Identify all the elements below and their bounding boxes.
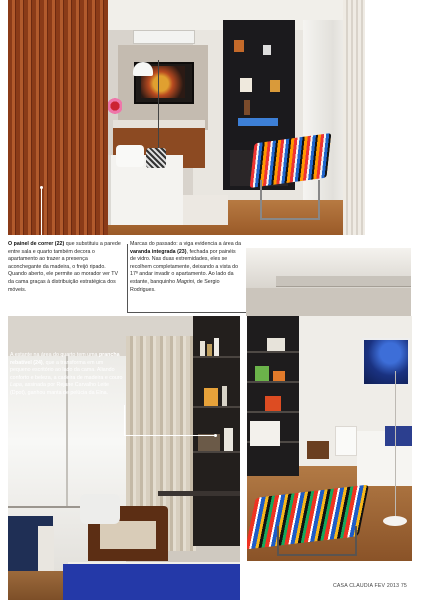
- ceiling-beam: [276, 276, 411, 286]
- photo-veranda-beam: [246, 248, 411, 316]
- leader-line: [8, 188, 42, 236]
- caption-text: , que a transforma em um pequeno escritório ao lado da cama. Aliando conforto e beleza, a cadeira de madeira e couro: [10, 359, 123, 381]
- flower-vase: [108, 95, 122, 117]
- side-table: [335, 426, 357, 456]
- caption-text: A estante na área do quarto tem uma: [10, 352, 99, 358]
- floor-lamp: [383, 516, 407, 526]
- blue-blanket: [63, 564, 240, 600]
- caption-italic: Magrini: [176, 278, 194, 285]
- plush-throw: [80, 494, 120, 524]
- issue-date: FEV 2013: [374, 583, 400, 589]
- caption-text: que substituiu a parede entre sala e quarto também decora o apartamento ao trazer a presença aconchegante da madeira, o freijó ripado. Quando aberto, ele permite ao morador ver TV da cama graças à distribuição estratégica dos móveis.: [8, 241, 121, 293]
- caption-bold: O painel de correr (22): [8, 241, 65, 247]
- leader-dot: [214, 434, 217, 437]
- caption-text: , fechada por painéis de vidro. Nas duas extremidades, eles se recolhem completamente, deixando a vista do 17º andar invadir o apartamento. Ao lado da estante, banquinho: [130, 248, 239, 285]
- leader-dot: [40, 186, 43, 189]
- caption-veranda: [130, 241, 242, 294]
- floor-lamp: [133, 62, 153, 76]
- caption-italic: Lapa: [10, 382, 22, 389]
- page-number: 75: [400, 583, 407, 589]
- leader-line: [124, 435, 216, 436]
- leader-line: [124, 405, 125, 435]
- air-conditioner: [133, 30, 195, 44]
- caption-text: , de Sergio Rodrigues.: [130, 278, 220, 293]
- caption-bold: prancha rebatível (24): [10, 352, 120, 366]
- leader-line: [127, 244, 128, 312]
- page-footer: [333, 583, 407, 589]
- photo-bedroom-chair: [247, 316, 412, 561]
- photo-living-room: [8, 0, 365, 235]
- magazine-name: CASA CLAUDIA: [332, 583, 373, 589]
- magrini-stool: [307, 441, 329, 459]
- caption-text: , assinada por Rejane Carvalho Leite (Dpot), ganhou manta de pelúcia da Elna.: [10, 382, 109, 396]
- caption-bookcase: [10, 352, 124, 398]
- fold-down-desk: [158, 491, 240, 496]
- caption-text: Marcas do passado: a viga evidencia a área da: [130, 241, 242, 247]
- caption-sliding-panel: [8, 241, 121, 294]
- caption-bold: varanda integrada (23): [130, 248, 187, 255]
